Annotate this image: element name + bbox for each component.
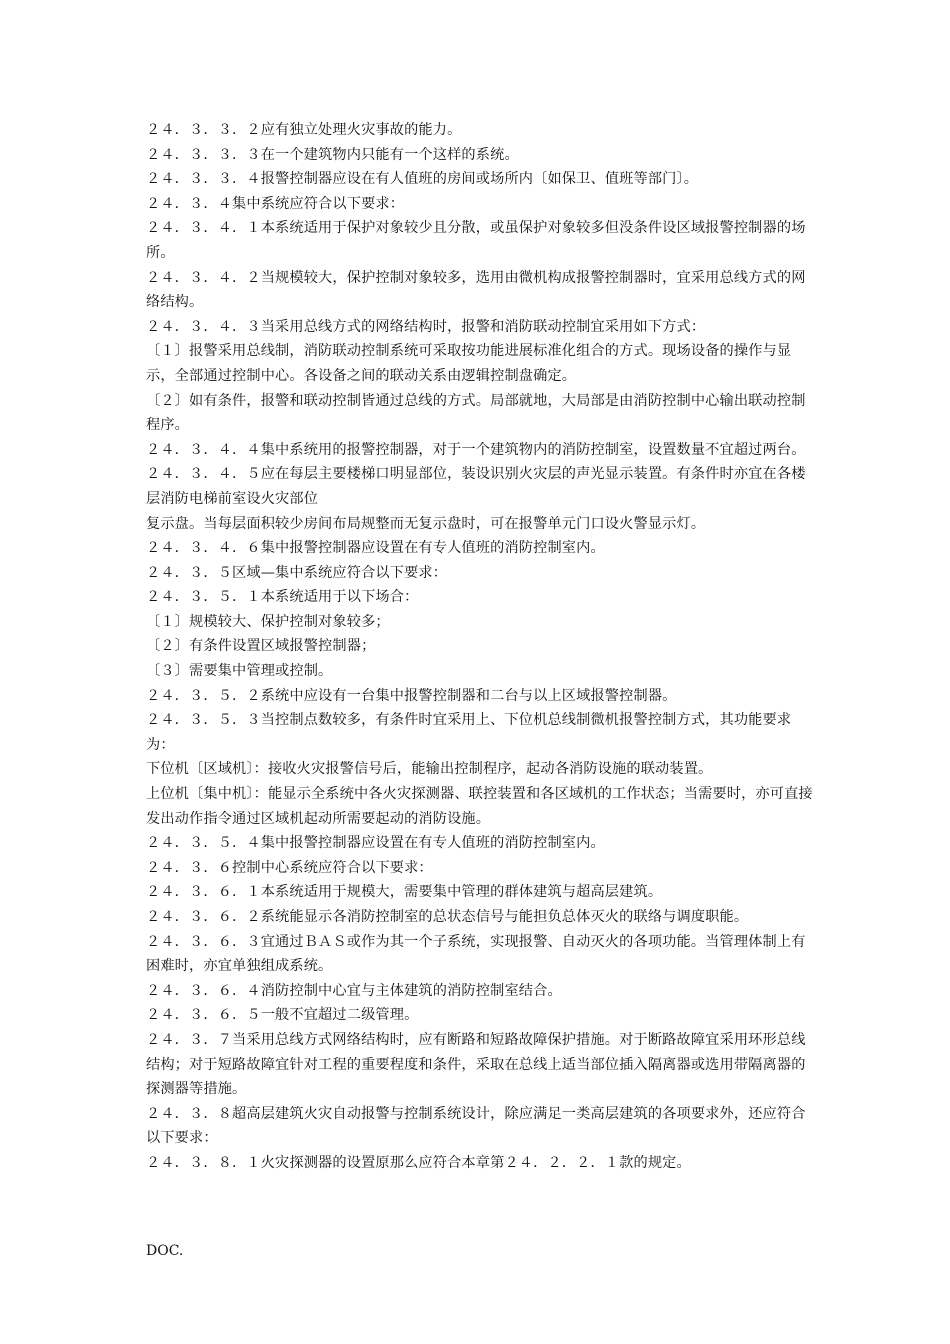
paragraph: ２４．３．５．１本系统适用于以下场合：	[146, 589, 419, 606]
document-body	[146, 118, 814, 1176]
paragraph: ２４．３．４．５应在每层主要楼梯口明显部位，装设识别火灾层的声光显示装置。有条件时亦宜在各楼层消防电梯前室设火灾部位	[146, 466, 806, 507]
paragraph: ２４．３．５．４集中报警控制器应设置在有专人值班的消防控制室内。	[146, 835, 605, 852]
paragraph: ２４．３．６控制中心系统应符合以下要求：	[146, 859, 433, 876]
paragraph: ２４．３．５区域—集中系统应符合以下要求：	[146, 564, 448, 581]
paragraph: ２４．３．８超高层建筑火灾自动报警与控制系统设计，除应满足一类高层建筑的各项要求外，还应符合以下要求：	[146, 1105, 806, 1147]
paragraph: 〔２〕如有条件，报警和联动控制皆通过总线的方式。局部就地，大局部是由消防控制中心输出联动控制程序。	[146, 392, 806, 434]
paragraph: 〔３〕需要集中管理或控制。	[146, 663, 333, 680]
paragraph: 〔１〕规模较大、保护控制对象较多；	[146, 613, 390, 630]
paragraph: ２４．３．６．４消防控制中心宜与主体建筑的消防控制室结合。	[146, 982, 562, 999]
paragraph: ２４．３．６．２系统能显示各消防控制室的总状态信号与能担负总体灭火的联络与调度职能。	[146, 909, 749, 925]
page-footer: DOC.	[146, 1243, 184, 1259]
paragraph: ２４．３．４．４集中系统用的报警控制器，对于一个建筑物内的消防控制室，设置数量不宜超过两台。	[146, 441, 806, 458]
paragraph: ２４．３．６．１本系统适用于规模大，需要集中管理的群体建筑与超高层建筑。	[146, 884, 663, 901]
paragraph: ２４．３．６．５一般不宜超过二级管理。	[146, 1007, 419, 1024]
paragraph: 下位机〔区域机〕：接收火灾报警信号后，能输出控制程序，起动各消防设施的联动装置。	[146, 761, 713, 778]
paragraph: ２４．３．４．１本系统适用于保护对象较少且分散，或虽保护对象较多但没条件设区域报警控制器的场所。	[146, 220, 806, 261]
paragraph: 复示盘。当每层面积较少房间布局规整而无复示盘时，可在报警单元门口设火警显示灯。	[146, 515, 706, 532]
paragraph: ２４．３．３．３在一个建筑物内只能有一个这样的系统。	[146, 146, 519, 163]
paragraph: ２４．３．３．４报警控制器应设在有人值班的房间或场所内〔如保卫、值班等部门〕。	[146, 171, 699, 188]
paragraph: ２４．３．３．２应有独立处理火灾事故的能力。	[146, 122, 462, 138]
paragraph: ２４．３．６．３宜通过ＢＡＳ或作为其一个子系统，实现报警、自动灭火的各项功能。当管理体制上有困难时，亦宜单独组成系统。	[146, 933, 806, 975]
paragraph: ２４．３．４．３当采用总线方式的网络结构时，报警和消防联动控制宜采用如下方式：	[146, 318, 706, 335]
paragraph: ２４．３．４．２当规模较大，保护控制对象较多，选用由微机构成报警控制器时，宜采用总线方式的网络结构。	[146, 269, 806, 311]
paragraph: ２４．３．４集中系统应符合以下要求：	[146, 195, 405, 212]
paragraph: 〔１〕报警采用总线制，消防联动控制系统可采取按功能进展标准化组合的方式。现场设备的操作与显示，全部通过控制中心。各设备之间的联动关系由逻辑控制盘确定。	[146, 343, 792, 384]
paragraph: ２４．３．５．２系统中应设有一台集中报警控制器和二台与以上区域报警控制器。	[146, 687, 677, 704]
paragraph: ２４．３．８．１火灾探测器的设置原那么应符合本章第２４．２．２．１款的规定。	[146, 1154, 691, 1171]
paragraph: 上位机〔集中机〕：能显示全系统中各火灾探测器、联控装置和各区域机的工作状态；当需要时，亦可直接发出动作指令通过区域机起动所需要起动的消防设施。	[146, 786, 813, 827]
paragraph: ２４．３．７当采用总线方式网络结构时，应有断路和短路故障保护措施。对于断路故障宜采用环形总线结构；对于短路故障宜针对工程的重要程度和条件，采取在总线上适当部位插入隔离器或选用带隔离器的探测器等措施。	[146, 1031, 806, 1098]
paragraph: 〔２〕有条件设置区域报警控制器；	[146, 638, 376, 655]
paragraph: ２４．３．５．３当控制点数较多，有条件时宜采用上、下位机总线制微机报警控制方式，其功能要求为：	[146, 712, 792, 753]
paragraph: ２４．３．４．６集中报警控制器应设置在有专人值班的消防控制室内。	[146, 540, 605, 557]
